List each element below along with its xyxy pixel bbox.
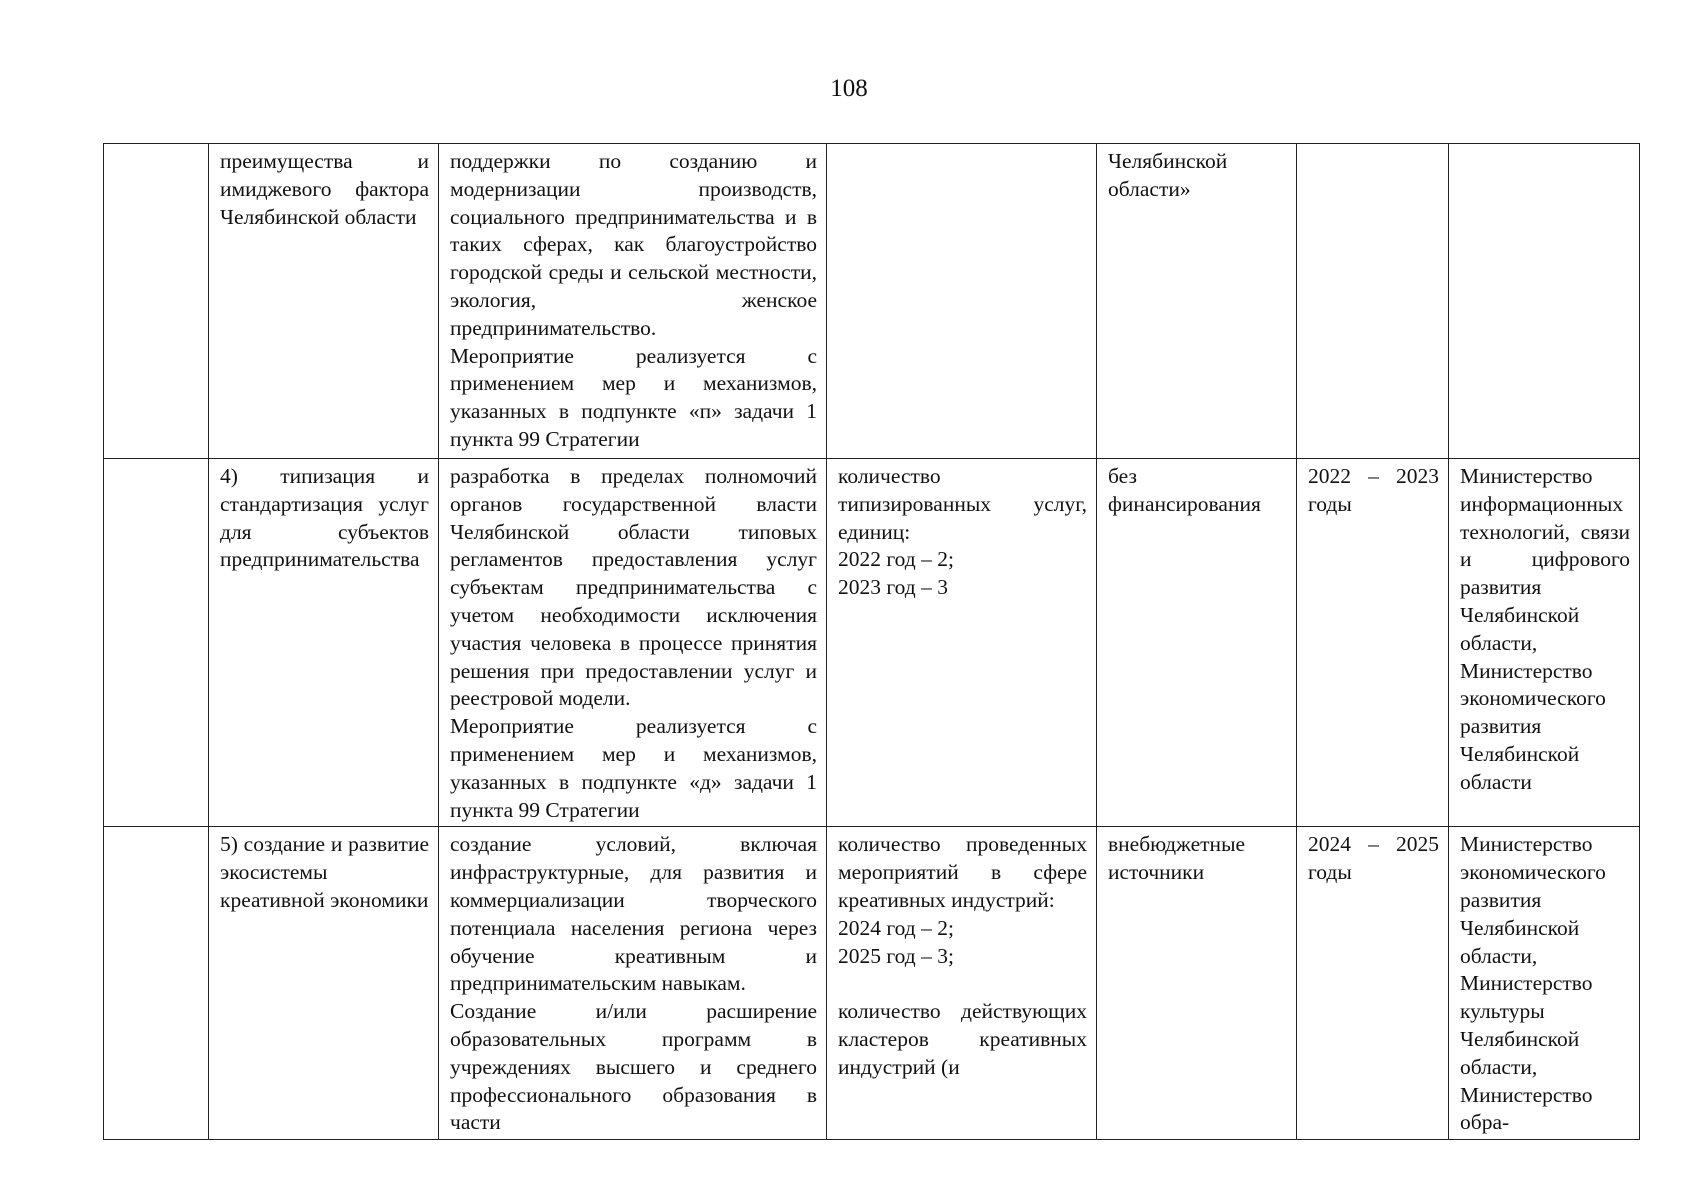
cell-number bbox=[104, 144, 209, 459]
cell-number bbox=[104, 459, 209, 827]
indicator-text: количество проведенных мероприятий в сфере креативных индустрий: 2024 год – 2; 2025 год – 3; количество действующих кластеров креативных индустрий (и bbox=[838, 832, 1087, 1079]
cell-funding: внебюджетные источники bbox=[1097, 827, 1297, 1140]
indicator-text: количество типизированных услуг, единиц: 2022 год – 2; 2023 год – 3 bbox=[838, 464, 1087, 600]
cell-funding: Челябинской области» bbox=[1097, 144, 1297, 459]
cell-responsible: Министерство экономического развития Челябинской области, Министерство культуры Челябинской области, Министерство обра- bbox=[1449, 827, 1640, 1140]
cell-number bbox=[104, 827, 209, 1140]
cell-indicator bbox=[827, 144, 1097, 459]
measure-paragraph: Создание и/или расширение образовательных программ в учреждениях высшего и среднего профессионального образования в части bbox=[450, 999, 817, 1135]
cell-period: 2024 – 2025 годы bbox=[1297, 827, 1449, 1140]
cell-measure bbox=[439, 144, 827, 459]
cell-task: 4) типизация и стандартизация услуг для субъектов предпринимательства bbox=[209, 459, 439, 827]
cell-measure bbox=[439, 827, 827, 1140]
cell-task: преимущества и имиджевого фактора Челябинской области bbox=[209, 144, 439, 459]
table-row bbox=[104, 459, 1640, 827]
measure-paragraph: Мероприятие реализуется с применением мер и механизмов, указанных в подпункте «д» задачи 1 пункта 99 Стратегии bbox=[450, 714, 817, 822]
table-row bbox=[104, 144, 1640, 459]
measure-paragraph: поддержки по созданию и модернизации производств, социального предпринимательства и в таких сферах, как благоустройство городской среды и сельской местности, экология, женское предпринимательство. bbox=[450, 149, 817, 340]
table-row bbox=[104, 827, 1640, 1140]
page-number: 108 bbox=[830, 75, 868, 102]
cell-period: 2022 – 2023 годы bbox=[1297, 459, 1449, 827]
measure-paragraph: Мероприятие реализуется с применением мер и механизмов, указанных в подпункте «п» задачи 1 пункта 99 Стратегии bbox=[450, 343, 817, 451]
cell-period bbox=[1297, 144, 1449, 459]
cell-task: 5) создание и развитие экосистемы креативной экономики bbox=[209, 827, 439, 1140]
cell-responsible bbox=[1449, 144, 1640, 459]
measures-table bbox=[103, 143, 1640, 1140]
cell-indicator bbox=[827, 827, 1097, 1140]
cell-funding: без финансирования bbox=[1097, 459, 1297, 827]
measure-paragraph: разработка в пределах полномочий органов государственной власти Челябинской области типовых регламентов предоставления услуг субъектам предпринимательства с учетом необходимости исключения участия человека в процессе принятия решения при предоставлении услуг и реестровой модели. bbox=[450, 464, 817, 711]
cell-measure bbox=[439, 459, 827, 827]
cell-responsible: Министерство информационных технологий, связи и цифрового развития Челябинской области, Министерство экономического развития Челябинской области bbox=[1449, 459, 1640, 827]
measure-paragraph: создание условий, включая инфраструктурные, для развития и коммерциализации творческого потенциала населения региона через обучение креативным и предпринимательским навыкам. bbox=[450, 832, 817, 996]
cell-indicator bbox=[827, 459, 1097, 827]
